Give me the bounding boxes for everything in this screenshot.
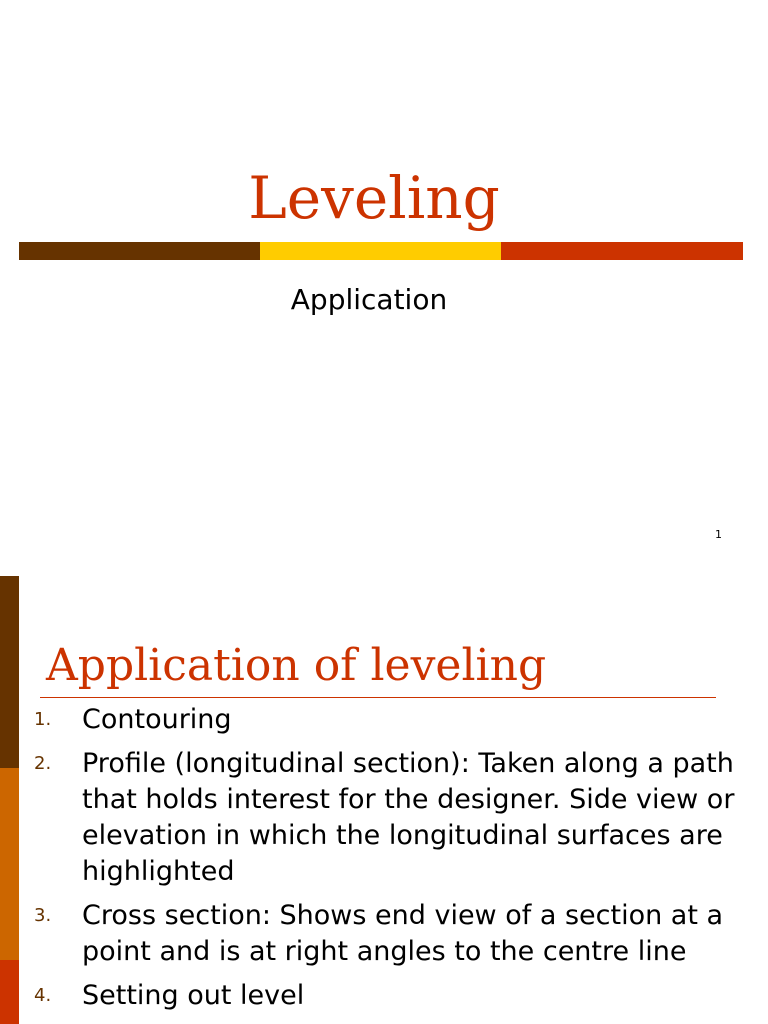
list-text: Profile (longitudinal section): Taken along a path that holds interest for the designer. Side view or elevation in which the longitudinal surfaces are highlighted bbox=[82, 748, 735, 887]
slide-title: Leveling bbox=[248, 164, 500, 232]
list-item bbox=[0, 746, 768, 890]
page-number: 1 bbox=[715, 528, 722, 541]
list-text: Contouring bbox=[82, 704, 232, 735]
accent-bar-gold bbox=[260, 242, 501, 260]
accent-bar-brown bbox=[19, 242, 260, 260]
slide-heading: Application of leveling bbox=[46, 640, 547, 691]
slide-2 bbox=[0, 576, 768, 1024]
accent-bar-red bbox=[501, 242, 743, 260]
list-item bbox=[0, 898, 768, 970]
application-list bbox=[0, 702, 768, 1022]
heading-underline bbox=[40, 697, 716, 698]
list-number: 3. bbox=[34, 905, 52, 926]
list-number: 1. bbox=[34, 709, 52, 730]
slide-subtitle: Application bbox=[290, 283, 448, 316]
list-item bbox=[0, 978, 768, 1014]
list-text: Setting out level bbox=[82, 980, 305, 1011]
list-item bbox=[0, 702, 768, 738]
list-text: Cross section: Shows end view of a section at a point and is at right angles to the centre line bbox=[82, 900, 724, 967]
list-number: 2. bbox=[34, 753, 52, 774]
list-number: 4. bbox=[34, 985, 52, 1006]
